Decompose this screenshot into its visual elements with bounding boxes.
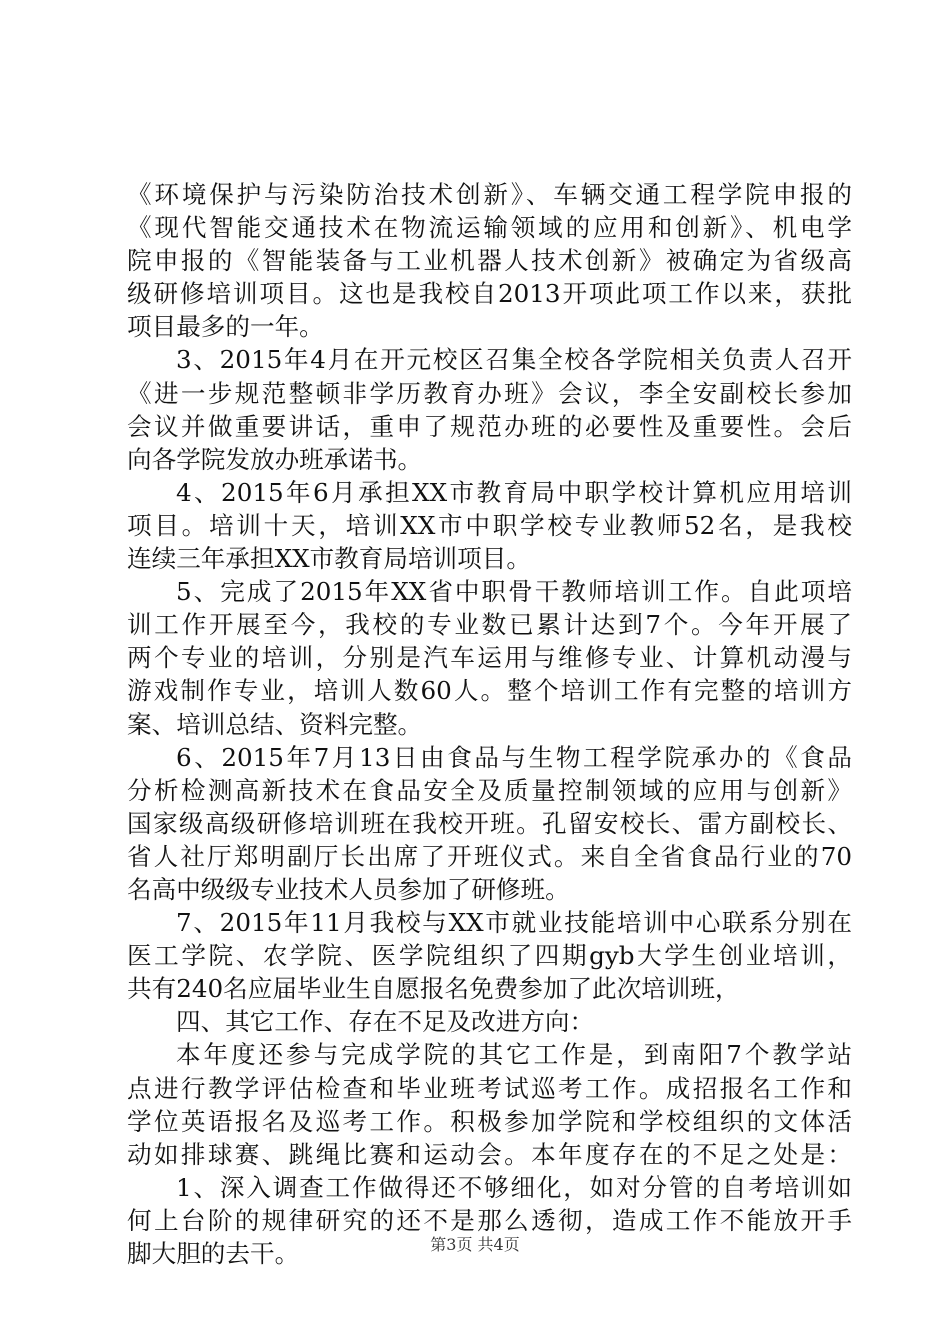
text-line: 6、2015年7月13日由食品与生物工程学院承办的《食品: [176, 742, 852, 772]
text-line: 本年度还参与完成学院的其它工作是，到南阳7个教学站: [176, 1040, 852, 1070]
text-line: 点进行教学评估检查和毕业班考试巡考工作。成招报名工作和: [127, 1073, 852, 1103]
document-body: [127, 178, 852, 1270]
text-line: 分析检测高新技术在食品安全及质量控制领域的应用与创新》: [127, 775, 852, 805]
text-line: 训工作开展至今，我校的专业数已累计达到7个。今年开展了: [127, 610, 852, 640]
text-line: 3、2015年4月在开元校区召集全校各学院相关负责人召开: [176, 345, 852, 375]
text-line: 《进一步规范整顿非学历教育办班》会议，李全安副校长参加: [127, 378, 852, 408]
text-line: 连续三年承担XX市教育局培训项目。: [127, 544, 531, 574]
text-line: 项目。培训十天，培训XX市中职学校专业教师52名，是我校: [127, 510, 852, 540]
text-line: 动如排球赛、跳绳比赛和运动会。本年度存在的不足之处是：: [127, 1139, 852, 1169]
text-line: 案、培训总结、资料完整。: [127, 709, 423, 739]
text-line: 《现代智能交通技术在物流运输领域的应用和创新》、机电学: [127, 213, 852, 243]
text-line: 医工学院、农学院、医学院组织了四期gyb大学生创业培训，: [127, 941, 852, 971]
text-line: 项目最多的一年。: [127, 312, 324, 342]
text-line: 《环境保护与污染防治技术创新》、车辆交通工程学院申报的: [127, 180, 852, 209]
text-line: 两个专业的培训，分别是汽车运用与维修专业、计算机动漫与: [127, 643, 852, 673]
text-line: 4、2015年6月承担XX市教育局中职学校计算机应用培训: [176, 477, 852, 507]
text-line: 省人社厅郑明副厅长出席了开班仪式。来自全省食品行业的70: [127, 841, 852, 871]
text-line: 何上台阶的规律研究的还不是那么透彻，造成工作不能放开手: [127, 1205, 852, 1235]
text-line: 脚大胆的去干。: [127, 1239, 300, 1268]
page-footer: 第3页 共4页: [430, 1235, 520, 1254]
text-line: 7、2015年11月我校与XX市就业技能培训中心联系分别在: [176, 908, 852, 938]
text-line: 四、其它工作、存在不足及改进方向：: [176, 1007, 595, 1037]
text-line: 名高中级级专业技术人员参加了研修班。: [127, 874, 570, 904]
text-line: 1、深入调查工作做得还不够细化，如对分管的自考培训如: [176, 1172, 852, 1202]
text-line: 5、完成了2015年XX省中职骨干教师培训工作。自此项培: [176, 577, 852, 607]
text-line: 院申报的《智能装备与工业机器人技术创新》被确定为省级高: [127, 246, 852, 276]
text-line: 共有240名应届毕业生自愿报名免费参加了此次培训班，: [127, 974, 740, 1004]
text-line: 级研修培训项目。这也是我校自2013开项此项工作以来，获批: [127, 279, 852, 309]
text-line: 学位英语报名及巡考工作。积极参加学院和学校组织的文体活: [127, 1106, 852, 1136]
text-line: 向各学院发放办班承诺书。: [127, 444, 423, 474]
text-line: 会议并做重要讲话，重申了规范办班的必要性及重要性。会后: [127, 411, 852, 441]
text-line: 游戏制作专业，培训人数60人。整个培训工作有完整的培训方: [127, 676, 852, 706]
text-line: 国家级高级研修培训班在我校开班。孔留安校长、雷方副校长、: [127, 808, 852, 838]
